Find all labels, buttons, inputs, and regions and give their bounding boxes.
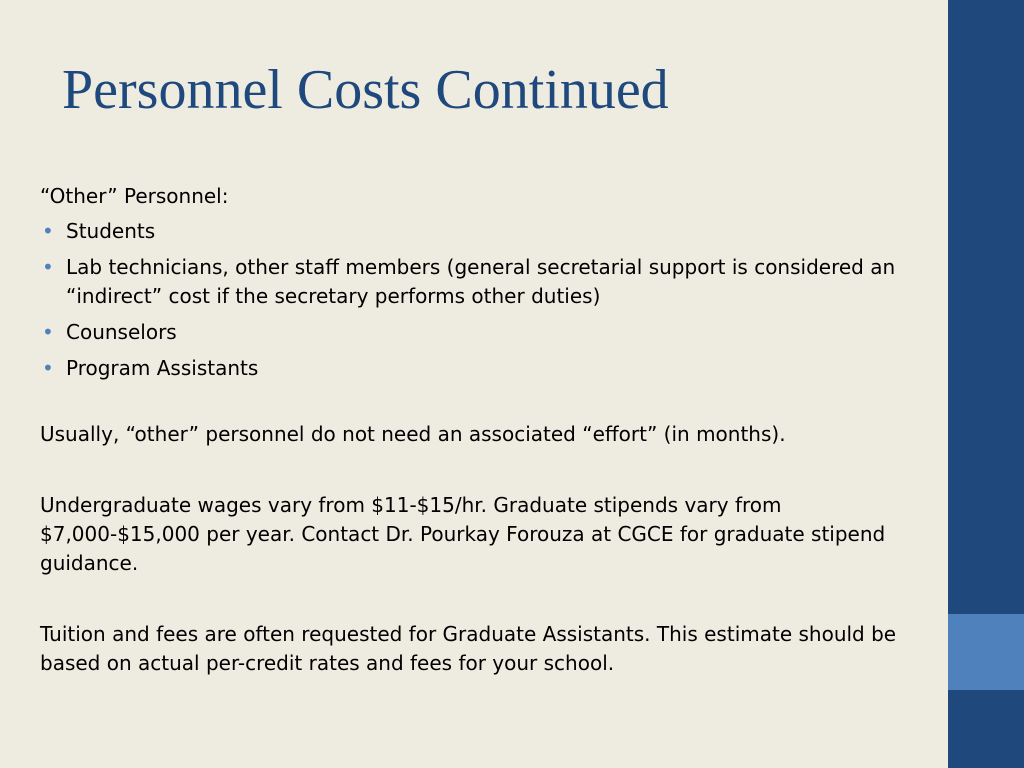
bullet-dot-icon: • (42, 356, 54, 380)
effort-note-paragraph: Usually, “other” personnel do not need an associated “effort” (in months). (40, 422, 786, 446)
bullet-dot-icon: • (42, 219, 54, 243)
bullet-text: Program Assistants (66, 356, 259, 380)
bullet-text: Lab technicians, other staff members (general secretarial support is considered an “indirect” cost if the secretary performs other duties) (66, 255, 896, 308)
slide-title: Personnel Costs Continued (62, 59, 669, 121)
bullet-item-program-assistants (40, 354, 900, 383)
bullet-text: Students (66, 219, 156, 243)
bullet-dot-icon: • (42, 255, 54, 279)
wages-paragraph: Undergraduate wages vary from $11-$15/hr. Graduate stipends vary from $7,000-$15,000 per year. Contact Dr. Pourkay Forouza at CGCE for graduate stipend guidance. (40, 493, 886, 575)
bullet-item-students (40, 217, 900, 246)
other-personnel-heading: “Other” Personnel: (40, 184, 229, 208)
bullet-list (40, 217, 900, 383)
bullet-dot-icon: • (42, 320, 54, 344)
slide-body (40, 182, 900, 678)
bullet-item-lab-technicians (40, 253, 900, 311)
bullet-text: Counselors (66, 320, 177, 344)
side-bar-accent (948, 614, 1024, 690)
tuition-paragraph: Tuition and fees are often requested for Graduate Assistants. This estimate should be based on actual per-credit rates and fees for your school. (40, 622, 897, 675)
bullet-item-counselors (40, 318, 900, 347)
